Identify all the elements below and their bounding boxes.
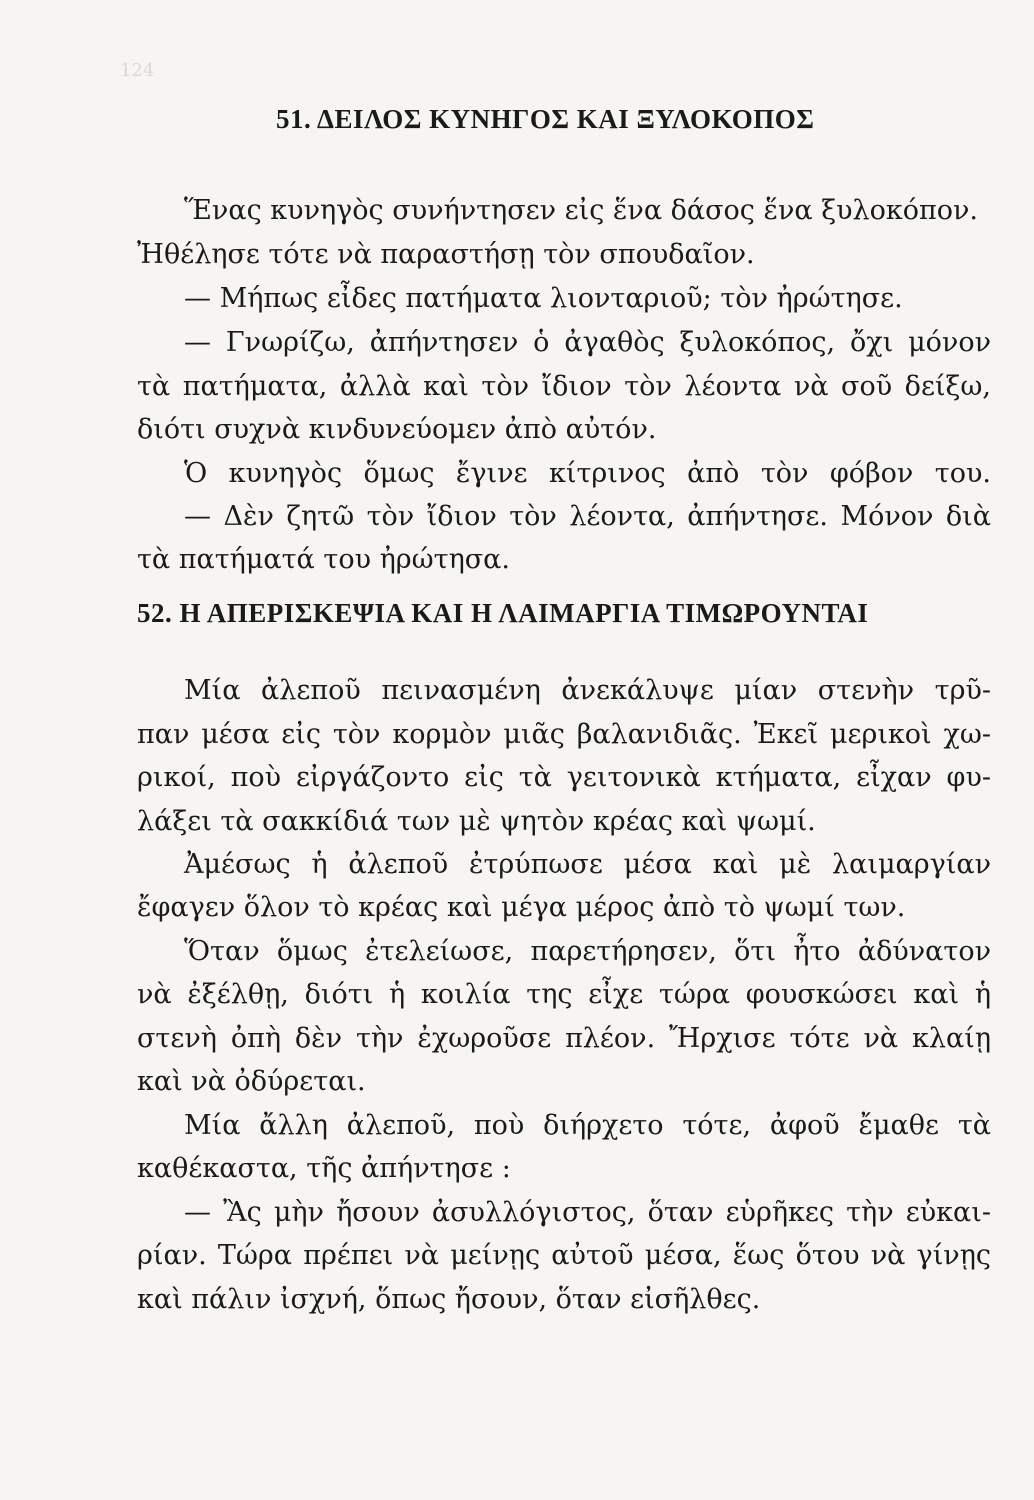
text-line: τὰ πατήματα, ἀλλὰ καὶ τὸν ἴδιον τὸν λέοντα νὰ σοῦ δείξω, [137, 371, 991, 402]
text-line: στενὴ ὀπὴ δὲν τὴν ἐχωροῦσε πλέον. Ἤρχισε τότε νὰ κλαίῃ [137, 1023, 991, 1054]
text-line: λάξει τὰ σακκίδιά των μὲ ψητὸν κρέας καὶ ψωμί. [137, 806, 816, 837]
page-number: 124 [120, 60, 155, 81]
text-line: — Μήπως εἶδες πατήματα λιονταριοῦ; τὸν ἠρώτησε. [184, 283, 903, 314]
text-line: — Δὲν ζητῶ τὸν ἴδιον τὸν λέοντα, ἀπήντησε. Μόνον διὰ [184, 501, 991, 532]
text-line: καθέκαστα, τῆς ἀπήντησε : [137, 1153, 511, 1184]
text-line: τὰ πατήματά του ἠρώτησα. [137, 544, 510, 575]
text-line: ρικοί, ποὺ εἰργάζοντο εἰς τὰ γειτονικὰ κτήματα, εἶχαν φυ- [137, 762, 991, 793]
text-line: νὰ ἐξέλθῃ, διότι ἡ κοιλία της εἶχε τώρα φουσκώσει καὶ ἡ [137, 979, 991, 1010]
text-line: Ὁ κυνηγὸς ὅμως ἔγινε κίτρινος ἀπὸ τὸν φόβον του. [184, 458, 991, 489]
fable-51-title: 51. ΔΕΙΛΟΣ ΚΥΝΗΓΟΣ ΚΑΙ ΞΥΛΟΚΟΠΟΣ [276, 104, 815, 134]
text-line: Ἠθέλησε τότε νὰ παραστήσῃ τὸν σπουδαῖον. [137, 239, 755, 270]
text-line: Ἕνας κυνηγὸς συνήντησεν εἰς ἕνα δάσος ἕνα ξυλοκόπον. [184, 195, 979, 226]
text-line: ρίαν. Τώρα πρέπει νὰ μείνῃς αὐτοῦ μέσα, ἕως ὅτου νὰ γίνῃς [137, 1240, 991, 1271]
text-line: καὶ νὰ ὀδύρεται. [137, 1066, 366, 1097]
text-line: διότι συχνὰ κινδυνεύομεν ἀπὸ αὐτόν. [137, 414, 657, 445]
text-line: ἔφαγεν ὅλον τὸ κρέας καὶ μέγα μέρος ἀπὸ τὸ ψωμί των. [137, 892, 906, 923]
text-line: — Γνωρίζω, ἀπήντησεν ὁ ἀγαθὸς ξυλοκόπος, ὄχι μόνον [184, 327, 991, 358]
text-line: Μία ἀλεποῦ πεινασμένη ἀνεκάλυψε μίαν στενὴν τρῦ- [184, 675, 991, 706]
text-line: — Ἂς μὴν ἤσουν ἀσυλλόγιστος, ὅταν εὑρῆκες τὴν εὐκαι- [184, 1197, 991, 1228]
fable-52-title: 52. Η ΑΠΕΡΙΣΚΕΨΙΑ ΚΑΙ Η ΛΑΙΜΑΡΓΙΑ ΤΙΜΩΡΟΥΝΤΑΙ [137, 598, 869, 628]
text-line: παν μέσα εἰς τὸν κορμὸν μιᾶς βαλανιδιᾶς. Ἐκεῖ μερικοὶ χω- [137, 719, 991, 750]
text-line: Ἀμέσως ἡ ἀλεποῦ ἐτρύπωσε μέσα καὶ μὲ λαιμαργίαν [184, 849, 991, 880]
text-line: Μία ἄλλη ἀλεποῦ, ποὺ διήρχετο τότε, ἀφοῦ ἔμαθε τὰ [184, 1110, 991, 1141]
text-line: Ὅταν ὅμως ἐτελείωσε, παρετήρησεν, ὅτι ἦτο ἀδύνατον [184, 936, 991, 967]
text-line: καὶ πάλιν ἰσχνή, ὅπως ἤσουν, ὅταν εἰσῆλθες. [137, 1284, 761, 1315]
